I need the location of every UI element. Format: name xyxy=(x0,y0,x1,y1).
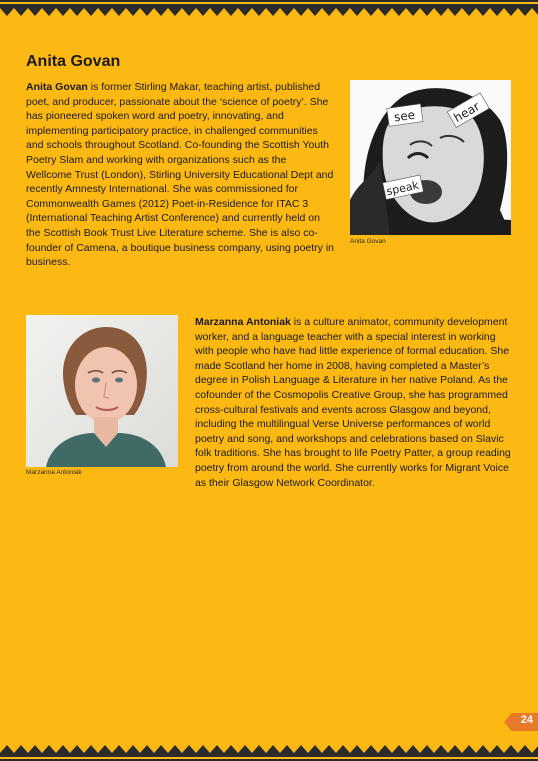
decorative-top-border xyxy=(0,0,538,28)
bio-text: is former Stirling Makar, teaching artist, published poet, and producer, passionate about the ‘science of poetry’. She has pioneered spoken word and poetry, innovating, and implementing participatory practice, in challenged communities and schools throughout Scotland. Co-founding the Scottish Youth Poetry Slam and working with organizations such as the Wellcome Trust (London), Stirling University Educational Dept and recently Amnesty International. She was commissioned for Commonwealth Games (2012) Poet-in-Residence for ITAC 3 (International Teaching Artist Conference) and currently held on the Scottish Book Trust Live Literature scheme. She is also co- founder of Camena, a boutique business company, using poetry in business. xyxy=(26,81,334,269)
section-title: Anita Govan xyxy=(26,53,121,70)
bio-marzanna-antoniak xyxy=(195,315,513,490)
zigzag-pattern xyxy=(0,0,538,28)
bio-name: Anita Govan xyxy=(26,81,88,93)
photo-caption-anita-govan: Anita Govan xyxy=(350,238,386,245)
photo-marzanna-antoniak xyxy=(26,315,178,467)
photo-word-speak: speak xyxy=(385,178,420,199)
photo-word-see: see xyxy=(393,107,416,125)
page-number: 24 xyxy=(520,714,533,726)
zigzag-pattern xyxy=(0,733,538,761)
bio-text: is a culture animator, community development worker, and a language teacher with a special interest in working with people who have had little experience of formal education. She made Scotland her home in 2008, having completed a Master’s degree in Polish Language & Literature in her native Poland. As the cofounder of the Cosmopolis Creative Group, she has programmed cross-cultural festivals and events across Glasgow and beyond, including the multilingual Verse Universe performances of world poetry and song, and workshops and celebrations based on Slavic folk traditions. She has brought to life Poetry Patter, a group reading poetry from around the world. She currently works for Migrant Voice as their Glasgow Network Coordinator. xyxy=(195,316,511,489)
photo-anita-govan xyxy=(350,80,511,235)
photo-caption-marzanna-antoniak: Marzanna Antoniak xyxy=(26,469,82,476)
bio-anita-govan xyxy=(26,80,334,270)
photo-word-hear: hear xyxy=(451,99,483,126)
bio-name: Marzanna Antoniak xyxy=(195,316,291,328)
decorative-bottom-border xyxy=(0,733,538,761)
